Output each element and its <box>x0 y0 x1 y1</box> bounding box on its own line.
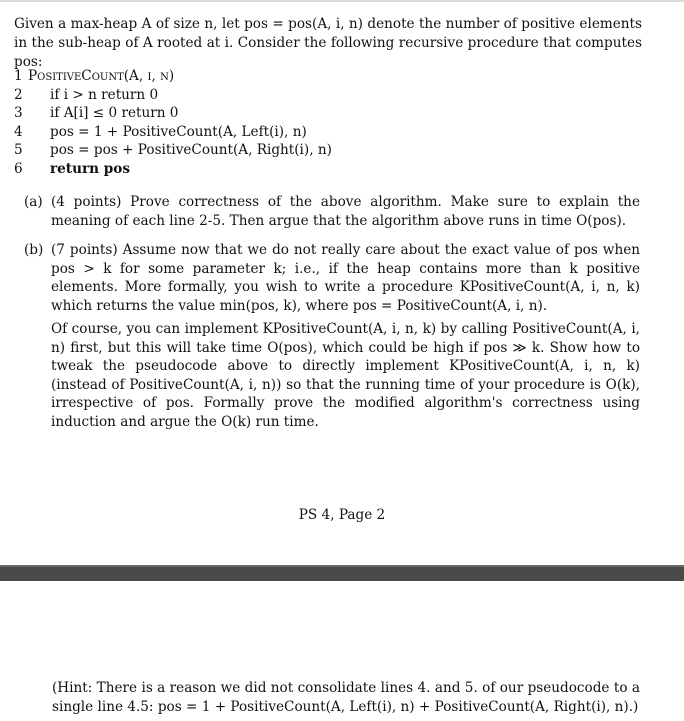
algorithm-line <box>14 67 654 86</box>
algorithm-line <box>14 123 654 142</box>
line-number: 2 <box>14 86 23 103</box>
part-a-text: (4 points) Prove correctness of the above algorithm. Make sure to explain the meaning of each line 2-5. Then argue that the algorithm above runs in time O(pos). <box>51 194 640 229</box>
line-code: return pos <box>50 160 130 177</box>
algorithm-line <box>14 160 654 179</box>
line-number: 4 <box>14 123 23 140</box>
part-a-label: (a) <box>24 194 43 210</box>
line-number: 3 <box>14 105 23 121</box>
algorithm-line <box>14 104 654 123</box>
part-b-label: (b) <box>24 242 44 258</box>
line-code: if i > n return 0 <box>50 86 159 103</box>
page-separator <box>0 565 684 581</box>
line-number: 6 <box>14 160 23 177</box>
page-top-edge <box>0 0 684 2</box>
part-b <box>24 241 640 431</box>
part-b-paragraph-1: (7 points) Assume now that we do not really care about the exact value of pos when pos > k for some parameter k; i.e., if the heap contains more than k positive elements. More formally, you wish to write a procedure KPositiveCount(A, i, n, k) which returns the value min(pos, k), where pos = PositiveCount(A, i, n). <box>51 242 640 314</box>
part-a <box>24 193 640 230</box>
line-code: pos = 1 + PositiveCount(A, Left(i), n) <box>50 123 307 140</box>
line-code: if A[i] ≤ 0 return 0 <box>50 105 179 121</box>
line-number: 5 <box>14 142 23 158</box>
hint-paragraph <box>52 679 640 716</box>
algorithm-line <box>14 141 654 160</box>
hint-text: (Hint: There is a reason we did not consolidate lines 4. and 5. of our pseudocode to a single line 4.5: pos = 1 + PositiveCount(A, Left(i), n) + PositiveCount(A, Right(i), n).) <box>52 680 640 715</box>
line-code: PositiveCount(A, i, n) <box>28 68 175 84</box>
line-number: 1 <box>14 68 23 84</box>
intro-paragraph <box>14 15 642 72</box>
algorithm-line <box>14 86 654 105</box>
intro-text: Given a max-heap A of size n, let pos = pos(A, i, n) denote the number of positive elements in the sub-heap of A rooted at i. Consider the following recursive procedure that computes pos: <box>14 16 642 70</box>
line-code: pos = pos + PositiveCount(A, Right(i), n) <box>50 142 332 158</box>
page-number: PS 4, Page 2 <box>298 507 386 523</box>
algorithm-listing <box>14 67 654 178</box>
part-b-paragraph-2: Of course, you can implement KPositiveCount(A, i, n, k) by calling PositiveCount(A, i, n) first, but this will take time O(pos), which could be high if pos ≫ k. Show how to tweak the pseudocode above to directly implement KPositiveCount(A, i, n, k) (instead of PositiveCount(A, i, n)) so that the running time of your procedure is O(k), irrespective of pos. Formally prove the modified algorithm's correctness using induction and argue the O(k) run time. <box>51 321 640 430</box>
